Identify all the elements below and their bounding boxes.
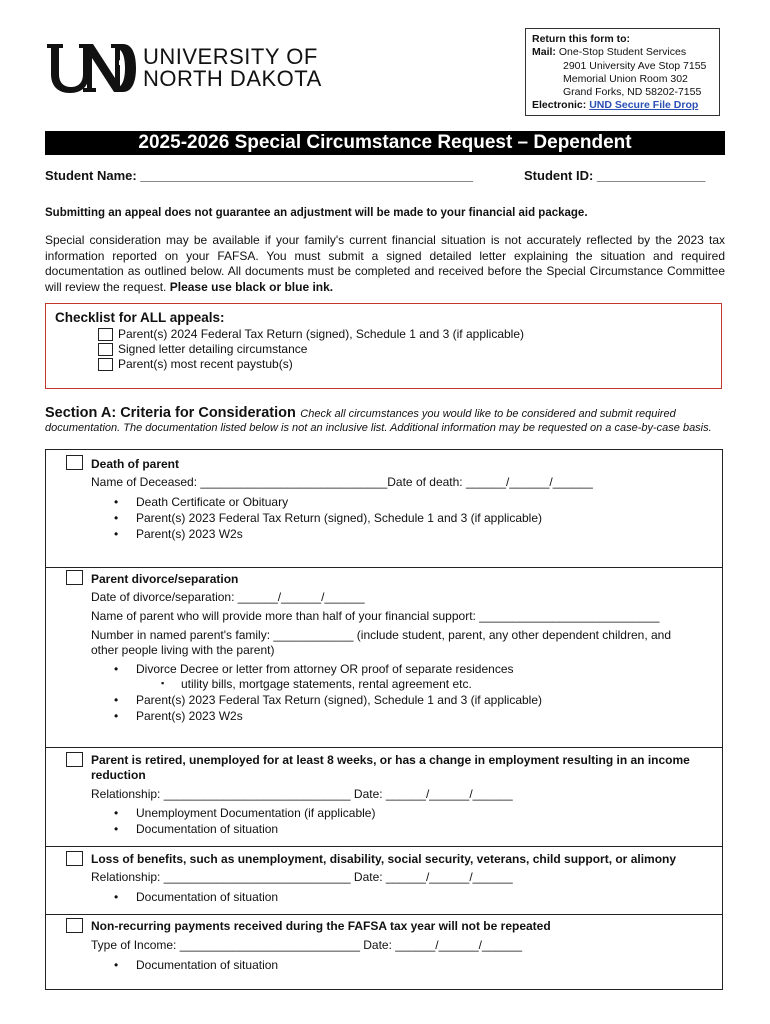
intro-ink-note: Please use black or blue ink. (169, 279, 334, 294)
section-divider (46, 567, 722, 568)
mail-label: Mail: (532, 46, 556, 59)
checklist-item-label: Signed letter detailing circumstance (118, 342, 308, 356)
und-logo (45, 40, 322, 96)
non-recurring-payments-heading: Non-recurring payments received during the FAFSA tax year will not be repeated (91, 919, 551, 933)
list-item: • Parent(s) 2023 Federal Tax Return (signed), Schedule 1 and 3 (if applicable) (116, 511, 542, 525)
income-type-field[interactable]: Type of Income: ___________________________ Date: ______/______/______ (91, 938, 523, 952)
section-divider (46, 914, 722, 915)
mail-line-2: 2901 University Ave Stop 7155 (563, 59, 707, 72)
employment-relationship-field[interactable]: Relationship: ____________________________ Date: ______/______/______ (91, 787, 513, 801)
checkbox[interactable] (98, 328, 113, 341)
loss-of-benefits-heading: Loss of benefits, such as unemployment, disability, social security, veterans, child support, or alimony (91, 852, 677, 866)
death-of-parent-heading: Death of parent (91, 457, 180, 471)
list-item: • Divorce Decree or letter from attorney OR proof of separate residences (116, 662, 514, 676)
checkbox[interactable] (98, 358, 113, 371)
list-item: • Parent(s) 2023 Federal Tax Return (signed), Schedule 1 and 3 (if applicable) (116, 693, 542, 707)
sub-list-item: ▪ utility bills, mortgage statements, rental agreement etc. (161, 677, 472, 691)
employment-change-heading-2: reduction (91, 768, 146, 782)
checklist-heading: Checklist for ALL appeals: (55, 310, 225, 325)
checklist-item (98, 327, 524, 341)
und-logo-mark-icon (45, 40, 137, 96)
return-address-box (525, 28, 720, 116)
non-recurring-payments-checkbox[interactable] (66, 918, 83, 933)
section-a-note-1: Check all circumstances you would like to be considered and submit required (300, 408, 676, 420)
logo-line-1: UNIVERSITY OF (143, 44, 318, 69)
mail-line-3: Memorial Union Room 302 (563, 72, 688, 85)
checklist-item (98, 357, 293, 371)
list-item: • Unemployment Documentation (if applicable) (116, 806, 375, 820)
form-title: 2025-2026 Special Circumstance Request – Dependent (45, 131, 725, 155)
list-item: • Documentation of situation (116, 958, 278, 972)
deceased-name-field[interactable]: Name of Deceased: ____________________________Date of death: ______/______/______ (91, 475, 593, 489)
checkbox[interactable] (98, 343, 113, 356)
list-item: • Death Certificate or Obituary (116, 495, 288, 509)
divorce-date-field[interactable]: Date of divorce/separation: ______/______/______ (91, 590, 365, 604)
student-id-field[interactable]: Student ID: _______________ (524, 168, 706, 183)
list-item: • Parent(s) 2023 W2s (116, 527, 243, 541)
section-a-title: Section A: Criteria for Consideration (45, 405, 296, 421)
logo-wordmark (143, 46, 322, 90)
section-divider (46, 846, 722, 847)
student-name-field[interactable]: Student Name: ______________________________________________ (45, 168, 473, 183)
logo-line-2: NORTH DAKOTA (143, 66, 322, 91)
mail-line-1: One-Stop Student Services (558, 46, 687, 59)
list-item: • Documentation of situation (116, 890, 278, 904)
section-a-note-2: documentation. The documentation listed below is not an inclusive list. Additional information may be requested on a case-by-case basis. (45, 422, 712, 434)
support-parent-name-field[interactable]: Name of parent who will provide more than half of your financial support: ___________________________ (91, 609, 660, 623)
checklist-item-label: Parent(s) most recent paystub(s) (118, 357, 293, 371)
family-number-field[interactable]: Number in named parent's family: ____________ (include student, parent, any other dependent children, and (91, 628, 672, 642)
intro-paragraph (45, 233, 725, 295)
section-a-header (45, 404, 676, 422)
benefits-relationship-field[interactable]: Relationship: ____________________________ Date: ______/______/______ (91, 870, 513, 884)
list-item: • Documentation of situation (116, 822, 278, 836)
divorce-separation-checkbox[interactable] (66, 570, 83, 585)
loss-of-benefits-checkbox[interactable] (66, 851, 83, 866)
employment-change-checkbox[interactable] (66, 752, 83, 767)
secure-file-drop-link[interactable]: UND Secure File Drop (589, 99, 699, 112)
divorce-separation-heading: Parent divorce/separation (91, 572, 239, 586)
family-number-note: other people living with the parent) (91, 643, 275, 657)
checklist-item-label: Parent(s) 2024 Federal Tax Return (signed), Schedule 1 and 3 (if applicable) (118, 327, 525, 341)
intro-text: Special consideration may be available if your family's current financial situation is not accurately reflected by the 2023 tax information reported on your FAFSA. You must submit a signed detailed letter explaining the situation and required documentation as outlined below. All documents must be completed and received before the Special Circumstance Committee will review the request. (45, 233, 725, 294)
death-of-parent-checkbox[interactable] (66, 455, 83, 470)
list-item: • Parent(s) 2023 W2s (116, 709, 243, 723)
mail-line-4: Grand Forks, ND 58202-7155 (563, 86, 702, 99)
employment-change-heading-1: Parent is retired, unemployed for at least 8 weeks, or has a change in employment resulting in an income (91, 753, 690, 767)
disclaimer-text: Submitting an appeal does not guarantee an adjustment will be made to your financial aid package. (45, 207, 588, 219)
section-divider (46, 747, 722, 748)
checklist-item (98, 342, 307, 356)
criteria-table (45, 449, 723, 990)
electronic-label: Electronic: (532, 99, 587, 112)
checklist-box (45, 303, 722, 389)
return-heading: Return this form to: (532, 33, 630, 45)
